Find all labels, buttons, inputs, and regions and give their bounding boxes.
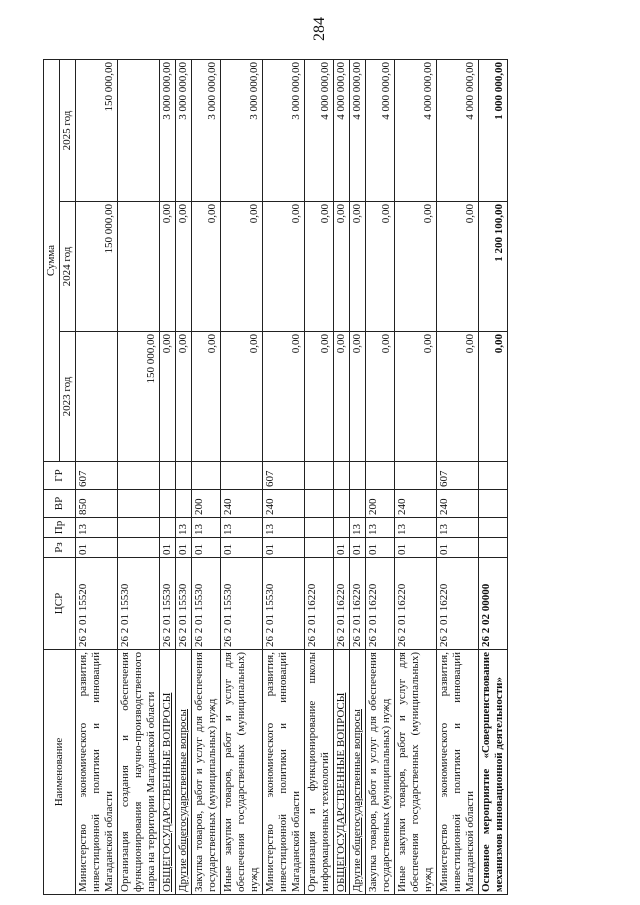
cell-name: Организация создания и обеспечения функционирования научно-производственного парка на территории Магаданской области <box>118 650 160 895</box>
cell-rz: 01 <box>366 538 395 558</box>
cell-gr: 607 <box>437 462 479 490</box>
table-row <box>479 59 508 894</box>
cell-name: Другие общегосударственные вопросы <box>350 650 366 895</box>
cell-y2023 <box>76 332 118 462</box>
cell-rz: 01 <box>350 538 366 558</box>
cell-pr: 13 <box>221 518 263 538</box>
cell-vr <box>305 490 334 518</box>
cell-y2025: 3 000 000,00 <box>221 59 263 201</box>
cell-csr: 26 2 01 15520 <box>76 558 118 650</box>
cell-vr <box>479 490 508 518</box>
cell-gr: 607 <box>263 462 305 490</box>
cell-vr: 240 <box>395 490 437 518</box>
header-gr: ГР <box>44 462 76 490</box>
cell-name: Закупка товаров, работ и услуг для обеспечения государственных (муниципальных) нужд <box>192 650 221 895</box>
cell-csr: 26 2 01 16220 <box>334 558 350 650</box>
cell-name: Основное мероприятие «Совершенствование механизмов инновационной деятельности» <box>479 650 508 895</box>
cell-pr: 13 <box>350 518 366 538</box>
cell-gr <box>160 462 176 490</box>
cell-y2023: 0,00 <box>334 332 350 462</box>
cell-y2023: 0,00 <box>160 332 176 462</box>
cell-pr: 13 <box>76 518 118 538</box>
cell-vr <box>118 490 160 518</box>
cell-pr <box>118 518 160 538</box>
cell-name: Министерство экономического развития, инвестиционной политики и инноваций Магаданской области <box>437 650 479 895</box>
cell-rz: 01 <box>437 538 479 558</box>
cell-gr <box>366 462 395 490</box>
table-row <box>437 59 479 894</box>
cell-gr <box>334 462 350 490</box>
cell-csr: 26 2 01 16220 <box>366 558 395 650</box>
cell-y2024: 0,00 <box>395 202 437 332</box>
cell-y2023: 0,00 <box>305 332 334 462</box>
cell-rz: 01 <box>221 538 263 558</box>
cell-y2023: 150 000,00 <box>118 332 160 462</box>
cell-gr <box>221 462 263 490</box>
cell-rz <box>305 538 334 558</box>
table-row <box>160 59 176 894</box>
cell-pr <box>479 518 508 538</box>
cell-rz: 01 <box>395 538 437 558</box>
cell-name: Организация и функционирование школы информационных технологий <box>305 650 334 895</box>
table-row <box>395 59 437 894</box>
cell-vr: 850 <box>76 490 118 518</box>
cell-y2025: 150 000,00 <box>76 59 118 201</box>
cell-y2024: 0,00 <box>221 202 263 332</box>
table-row <box>176 59 192 894</box>
cell-csr: 26 2 01 16220 <box>305 558 334 650</box>
cell-csr: 26 2 01 15530 <box>176 558 192 650</box>
header-vr: ВР <box>44 490 76 518</box>
cell-rz: 01 <box>160 538 176 558</box>
budget-table-rotated <box>43 60 555 895</box>
table-row <box>263 59 305 894</box>
cell-gr <box>118 462 160 490</box>
page-number: 284 <box>311 17 328 41</box>
cell-y2024: 0,00 <box>334 202 350 332</box>
cell-y2024: 0,00 <box>160 202 176 332</box>
cell-rz: 01 <box>192 538 221 558</box>
cell-vr: 240 <box>437 490 479 518</box>
cell-gr <box>305 462 334 490</box>
cell-csr: 26 2 01 15530 <box>263 558 305 650</box>
cell-rz: 01 <box>263 538 305 558</box>
cell-pr: 13 <box>395 518 437 538</box>
cell-name: ОБЩЕГОСУДАРСТВЕННЫЕ ВОПРОСЫ <box>160 650 176 895</box>
cell-y2025: 4 000 000,00 <box>366 59 395 201</box>
cell-pr <box>160 518 176 538</box>
cell-rz: 01 <box>76 538 118 558</box>
cell-y2024: 0,00 <box>366 202 395 332</box>
cell-y2023: 0,00 <box>176 332 192 462</box>
cell-pr: 13 <box>263 518 305 538</box>
cell-rz <box>118 538 160 558</box>
cell-pr <box>305 518 334 538</box>
cell-y2025 <box>118 59 160 201</box>
cell-csr: 26 2 01 15530 <box>118 558 160 650</box>
cell-gr <box>395 462 437 490</box>
cell-pr: 13 <box>437 518 479 538</box>
table-header-row <box>44 59 60 894</box>
budget-table <box>43 59 508 895</box>
header-rz: Рз <box>44 538 76 558</box>
cell-y2025: 3 000 000,00 <box>160 59 176 201</box>
cell-pr: 13 <box>176 518 192 538</box>
table-row <box>221 59 263 894</box>
table-row <box>192 59 221 894</box>
cell-y2024: 0,00 <box>176 202 192 332</box>
cell-csr: 26 2 02 00000 <box>479 558 508 650</box>
cell-name: Закупка товаров, работ и услуг для обеспечения государственных (муниципальных) нужд <box>366 650 395 895</box>
header-2024: 2024 год <box>60 202 76 332</box>
cell-pr <box>334 518 350 538</box>
header-name: Наименование <box>44 650 76 895</box>
cell-name: ОБЩЕГОСУДАРСТВЕННЫЕ ВОПРОСЫ <box>334 650 350 895</box>
cell-y2024: 0,00 <box>263 202 305 332</box>
cell-gr <box>176 462 192 490</box>
header-2023: 2023 год <box>60 332 76 462</box>
cell-rz: 01 <box>334 538 350 558</box>
cell-y2025: 4 000 000,00 <box>437 59 479 201</box>
cell-y2024: 0,00 <box>305 202 334 332</box>
cell-gr: 607 <box>76 462 118 490</box>
cell-vr: 200 <box>192 490 221 518</box>
table-row <box>334 59 350 894</box>
cell-name: Министерство экономического развития, инвестиционной политики и инноваций Магаданской области <box>263 650 305 895</box>
cell-csr: 26 2 01 15530 <box>160 558 176 650</box>
table-row <box>118 59 160 894</box>
cell-name: Иные закупки товаров, работ и услуг для обеспечения государственных (муниципальных) нужд <box>221 650 263 895</box>
cell-y2025: 4 000 000,00 <box>350 59 366 201</box>
cell-vr <box>176 490 192 518</box>
cell-name: Другие общегосударственные вопросы <box>176 650 192 895</box>
cell-csr: 26 2 01 16220 <box>350 558 366 650</box>
header-sum: Сумма <box>44 59 60 461</box>
header-csr: ЦСР <box>44 558 76 650</box>
cell-y2024: 0,00 <box>192 202 221 332</box>
cell-gr <box>479 462 508 490</box>
cell-y2024: 0,00 <box>350 202 366 332</box>
cell-rz <box>479 538 508 558</box>
cell-y2025: 4 000 000,00 <box>395 59 437 201</box>
cell-y2023: 0,00 <box>192 332 221 462</box>
cell-y2024 <box>118 202 160 332</box>
cell-vr: 240 <box>263 490 305 518</box>
cell-y2023: 0,00 <box>395 332 437 462</box>
cell-vr <box>160 490 176 518</box>
cell-y2024: 1 200 100,00 <box>479 202 508 332</box>
cell-y2025: 3 000 000,00 <box>263 59 305 201</box>
cell-y2023: 0,00 <box>263 332 305 462</box>
cell-y2025: 4 000 000,00 <box>305 59 334 201</box>
table-row <box>305 59 334 894</box>
table-row <box>350 59 366 894</box>
cell-pr: 13 <box>366 518 395 538</box>
cell-pr: 13 <box>192 518 221 538</box>
header-2025: 2025 год <box>60 59 76 201</box>
cell-y2025: 1 000 000,00 <box>479 59 508 201</box>
cell-y2024: 150 000,00 <box>76 202 118 332</box>
cell-vr <box>334 490 350 518</box>
cell-y2024: 0,00 <box>437 202 479 332</box>
cell-vr <box>350 490 366 518</box>
cell-rz: 01 <box>176 538 192 558</box>
cell-vr: 200 <box>366 490 395 518</box>
cell-y2023: 0,00 <box>437 332 479 462</box>
cell-csr: 26 2 01 16220 <box>395 558 437 650</box>
cell-gr <box>350 462 366 490</box>
cell-csr: 26 2 01 15530 <box>221 558 263 650</box>
cell-y2025: 4 000 000,00 <box>334 59 350 201</box>
cell-y2023: 0,00 <box>479 332 508 462</box>
cell-y2023: 0,00 <box>221 332 263 462</box>
cell-y2025: 3 000 000,00 <box>192 59 221 201</box>
cell-y2023: 0,00 <box>350 332 366 462</box>
cell-vr: 240 <box>221 490 263 518</box>
cell-csr: 26 2 01 15530 <box>192 558 221 650</box>
cell-name: Иные закупки товаров, работ и услуг для обеспечения государственных (муниципальных) нужд <box>395 650 437 895</box>
header-pr: Пр <box>44 518 76 538</box>
cell-y2025: 3 000 000,00 <box>176 59 192 201</box>
cell-name: Министерство экономического развития, инвестиционной политики и инноваций Магаданской области <box>76 650 118 895</box>
table-row <box>366 59 395 894</box>
cell-y2023: 0,00 <box>366 332 395 462</box>
cell-csr: 26 2 01 16220 <box>437 558 479 650</box>
cell-gr <box>192 462 221 490</box>
table-row <box>76 59 118 894</box>
